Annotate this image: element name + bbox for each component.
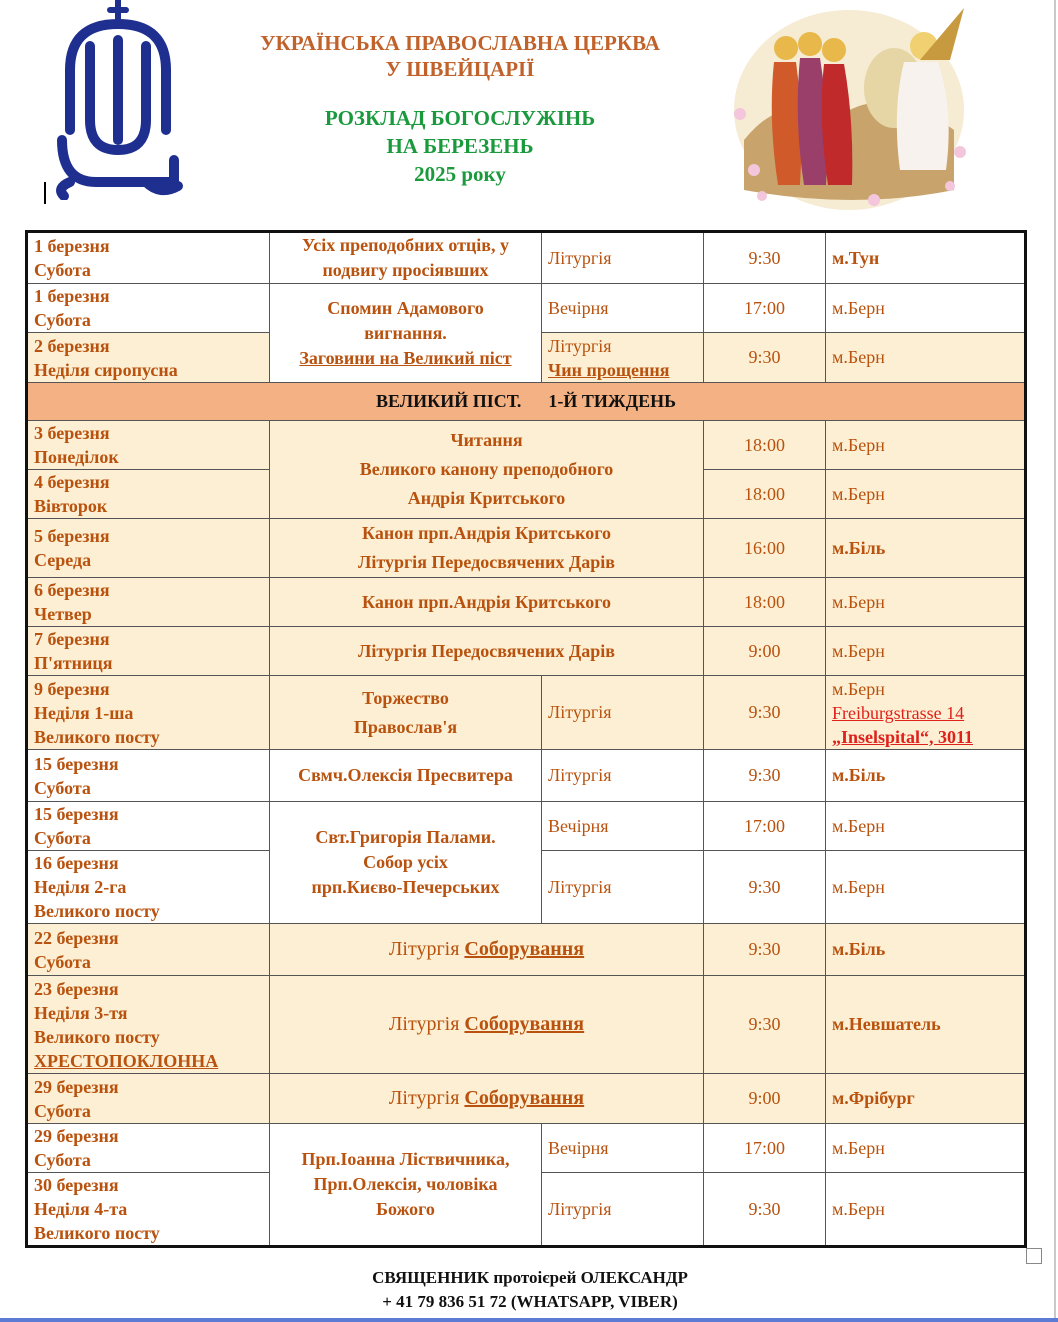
service-type-cell: Літургія <box>542 232 704 284</box>
service-type-cell: Літургія <box>542 676 704 750</box>
place-cell: м.Берн <box>826 578 1026 627</box>
place-cell: м.Берн <box>826 851 1026 924</box>
event-cell: Читання Великого канону преподобного Андрія Критського <box>270 421 704 519</box>
table-row <box>27 1124 1026 1173</box>
table-row <box>27 676 1026 750</box>
date-cell: 30 березня Неділя 4-та Великого посту <box>27 1173 270 1247</box>
schedule-year: 2025 року <box>414 162 506 186</box>
organization-line-2: У ШВЕЙЦАРІЇ <box>385 57 535 81</box>
schedule-title-line-2: НА БЕРЕЗЕНЬ <box>386 134 534 158</box>
event-cell: Усіх преподобних отців, у подвигу просіявших <box>270 232 542 284</box>
date-cell: 22 березня Субота <box>27 924 270 976</box>
time-cell: 17:00 <box>704 1124 826 1173</box>
address-link[interactable]: Freiburgstrasse 14 <box>832 702 965 723</box>
date-cell: 29 березня Субота <box>27 1124 270 1173</box>
time-cell: 18:00 <box>704 578 826 627</box>
time-cell: 9:30 <box>704 232 826 284</box>
resize-handle[interactable] <box>1026 1248 1042 1264</box>
table-row <box>27 578 1026 627</box>
place-cell: м.Тун <box>826 232 1026 284</box>
place-cell: м.Невшатель <box>826 976 1026 1074</box>
address-link[interactable]: „Inselspital“, 3011 <box>832 726 974 747</box>
organization-line-1: УКРАЇНСЬКА ПРАВОСЛАВНА ЦЕРКВА <box>260 31 660 55</box>
date-cell: 4 березня Вівторок <box>27 470 270 519</box>
time-cell: 9:30 <box>704 976 826 1074</box>
service-type-cell: Вечірня <box>542 802 704 851</box>
event-cell: Торжество Православ'я <box>270 676 542 750</box>
table-row <box>27 924 1026 976</box>
organization-title <box>200 30 720 82</box>
myrrh-bearers-icon <box>724 0 974 212</box>
table-row <box>27 519 1026 578</box>
service-type-cell: Літургія <box>542 851 704 924</box>
time-cell: 18:00 <box>704 421 826 470</box>
place-cell: м.Берн Freiburgstrasse 14 „Inselspital“, 3011 <box>826 676 1026 750</box>
time-cell: 9:30 <box>704 750 826 802</box>
table-row <box>27 976 1026 1074</box>
schedule-table <box>25 230 1027 1248</box>
date-cell: 1 березня Субота <box>27 232 270 284</box>
table-row <box>27 802 1026 851</box>
table-row <box>27 421 1026 470</box>
date-cell: 5 березня Середа <box>27 519 270 578</box>
phone-number: + 41 79 836 51 72 (WHATSAPP, VIBER) <box>382 1292 678 1311</box>
place-cell: м.Біль <box>826 750 1026 802</box>
time-cell: 9:00 <box>704 627 826 676</box>
time-cell: 18:00 <box>704 470 826 519</box>
date-cell: 29 березня Субота <box>27 1074 270 1124</box>
time-cell: 17:00 <box>704 802 826 851</box>
time-cell: 9:30 <box>704 1173 826 1247</box>
schedule-title-line-1: РОЗКЛАД БОГОСЛУЖІНЬ <box>324 106 596 130</box>
table-row <box>27 1074 1026 1124</box>
table-row <box>27 284 1026 333</box>
text-cursor <box>44 182 46 204</box>
event-cell: Свмч.Олексія Пресвитера <box>270 750 542 802</box>
event-cell: Літургія Соборування <box>270 976 704 1074</box>
place-cell: м.Берн <box>826 627 1026 676</box>
time-cell: 9:30 <box>704 924 826 976</box>
event-cell: Літургія Передосвячених Дарів <box>270 627 704 676</box>
service-type-cell: Літургія <box>542 750 704 802</box>
event-cell: Прп.Іоанна Ліствичника, Прп.Олексія, чоловіка Божого <box>270 1124 542 1247</box>
event-cell: Спомин Адамового вигнання. Заговини на Великий піст <box>270 284 542 383</box>
place-cell: м.Берн <box>826 421 1026 470</box>
service-type-cell: Вечірня <box>542 284 704 333</box>
place-cell: м.Берн <box>826 1173 1026 1247</box>
event-cell: Свт.Григорія Палами. Собор усіх прп.Києво-Печерських <box>270 802 542 924</box>
date-cell: 9 березня Неділя 1-ша Великого посту <box>27 676 270 750</box>
event-cell: Канон прп.Андрія Критського Літургія Передосвячених Дарів <box>270 519 704 578</box>
event-cell: Літургія Соборування <box>270 1074 704 1124</box>
service-type-cell: Вечірня <box>542 1124 704 1173</box>
date-cell: 2 березня Неділя сиропусна <box>27 333 270 383</box>
event-cell: Літургія Соборування <box>270 924 704 976</box>
church-monogram-icon <box>48 0 188 200</box>
date-cell: 15 березня Субота <box>27 802 270 851</box>
priest-name: СВЯЩЕННИК протоієрей ОЛЕКСАНДР <box>372 1268 688 1287</box>
date-cell: 6 березня Четвер <box>27 578 270 627</box>
place-cell: м.Біль <box>826 519 1026 578</box>
week-header-row <box>27 383 1026 421</box>
time-cell: 9:30 <box>704 333 826 383</box>
place-cell: м.Берн <box>826 284 1026 333</box>
window-bottom-border <box>0 1318 1058 1322</box>
date-cell: 16 березня Неділя 2-га Великого посту <box>27 851 270 924</box>
service-type-cell: Літургія Чин прощення <box>542 333 704 383</box>
time-cell: 9:30 <box>704 851 826 924</box>
time-cell: 9:30 <box>704 676 826 750</box>
time-cell: 9:00 <box>704 1074 826 1124</box>
page-edge <box>1054 0 1056 1322</box>
event-cell: Канон прп.Андрія Критського <box>270 578 704 627</box>
date-cell: 3 березня Понеділок <box>27 421 270 470</box>
table-row <box>27 750 1026 802</box>
place-cell: м.Берн <box>826 470 1026 519</box>
week-header: ВЕЛИКИЙ ПІСТ. 1-Й ТИЖДЕНЬ <box>27 383 1026 421</box>
place-cell: м.Берн <box>826 802 1026 851</box>
time-cell: 17:00 <box>704 284 826 333</box>
contact-footer <box>240 1266 820 1314</box>
place-cell: м.Біль <box>826 924 1026 976</box>
table-row <box>27 627 1026 676</box>
date-cell: 1 березня Субота <box>27 284 270 333</box>
schedule-title <box>200 104 720 188</box>
table-row <box>27 232 1026 284</box>
date-cell: 23 березня Неділя 3-тя Великого посту ХРЕСТОПОКЛОННА <box>27 976 270 1074</box>
service-type-cell: Літургія <box>542 1173 704 1247</box>
date-cell: 7 березня П'ятниця <box>27 627 270 676</box>
date-cell: 15 березня Субота <box>27 750 270 802</box>
place-cell: м.Берн <box>826 333 1026 383</box>
time-cell: 16:00 <box>704 519 826 578</box>
place-cell: м.Берн <box>826 1124 1026 1173</box>
place-cell: м.Фрібург <box>826 1074 1026 1124</box>
